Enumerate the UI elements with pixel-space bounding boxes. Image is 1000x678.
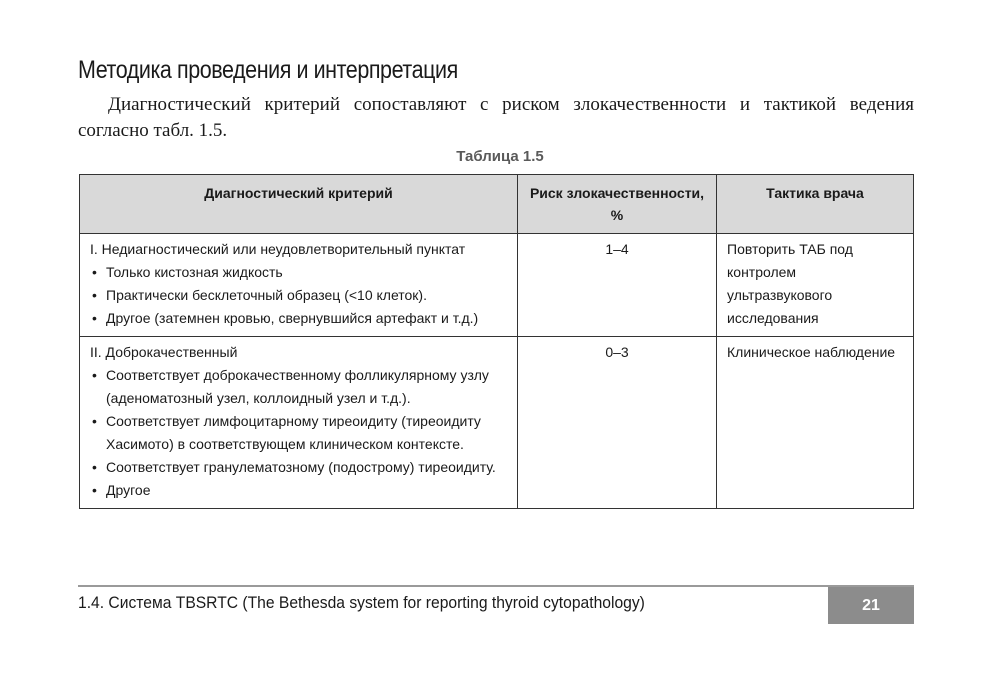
list-item: • Только кистозная жидкость: [90, 261, 507, 284]
criteria-table: [79, 174, 914, 509]
tactic-cell: Повторить ТАБ под контролем ультразвукового исследования: [717, 234, 914, 337]
risk-cell: 1–4: [518, 234, 717, 337]
list-item: • Соответствует лимфоцитарному тиреоидиту (тиреоидиту Хасимото) в соответствующем клиническом контексте.: [90, 410, 507, 456]
list-item: • Соответствует доброкачественному фолликулярному узлу (аденоматозный узел, коллоидный узел и т.д.).: [90, 364, 507, 410]
tactic-cell: Клиническое наблюдение: [717, 337, 914, 509]
criterion-cell: [80, 234, 518, 337]
section-heading: Методика проведения и интерпретация: [78, 56, 458, 84]
criteria-list: [90, 364, 507, 502]
table-header-row: [80, 175, 914, 234]
header-criterion: Диагностический критерий: [80, 175, 518, 234]
criterion-cell: [80, 337, 518, 509]
header-tactic: Тактика врача: [717, 175, 914, 234]
list-item: • Другое: [90, 479, 507, 502]
table-row: [80, 337, 914, 509]
risk-cell: 0–3: [518, 337, 717, 509]
table-caption: Таблица 1.5: [456, 148, 544, 165]
footer-section-title: 1.4. Система TBSRTC (The Bethesda system for reporting thyroid cytopathology): [78, 593, 645, 612]
intro-paragraph: Диагностический критерий сопоставляют с риском злокачественности и тактикой ведения согласно табл. 1.5.: [78, 94, 914, 141]
category-title: I. Недиагностический или неудовлетворительный пунктат: [90, 241, 466, 257]
page-number: 21: [828, 587, 914, 624]
list-item: • Практически бесклеточный образец (<10 клеток).: [90, 284, 507, 307]
list-item: • Другое (затемнен кровью, свернувшийся артефакт и т.д.): [90, 307, 507, 330]
footer-divider: [78, 585, 914, 587]
header-risk: Риск злокачественности, %: [518, 175, 717, 234]
category-title: II. Доброкачественный: [90, 344, 238, 360]
criteria-list: [90, 261, 507, 330]
table-row: [80, 234, 914, 337]
list-item: • Соответствует гранулематозному (подострому) тиреоидиту.: [90, 456, 507, 479]
